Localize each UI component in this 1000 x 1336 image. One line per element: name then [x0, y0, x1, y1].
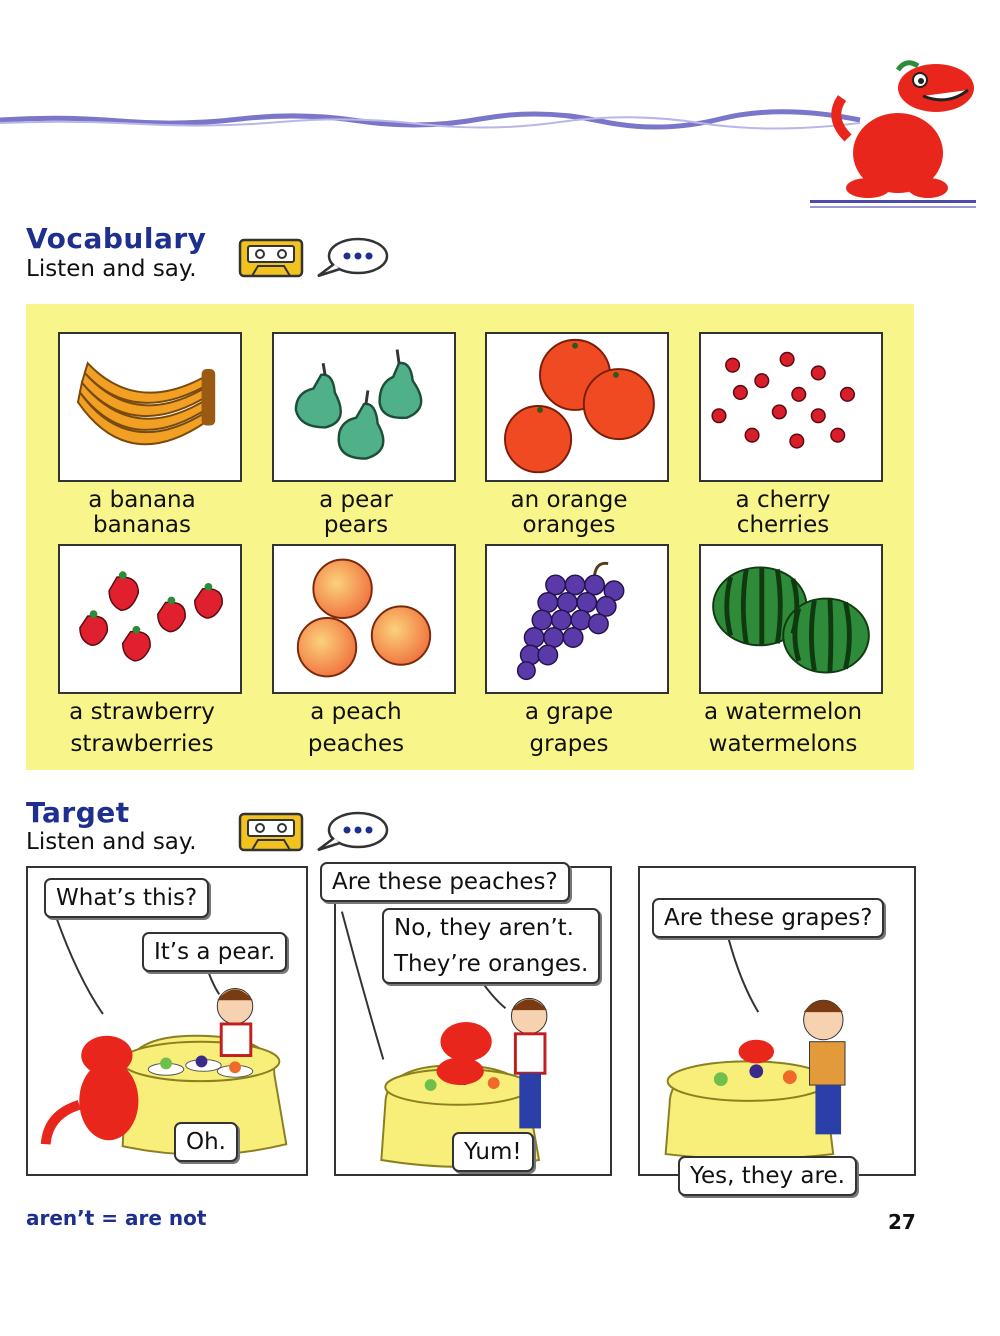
vocab-caption-peach	[249, 696, 463, 760]
speech-bubble-are-these-grapes: Are these grapes?	[652, 898, 884, 938]
vocab-caption-grape	[462, 696, 676, 760]
pear-icon	[274, 334, 454, 480]
speech-bubble-oh: Oh.	[174, 1122, 238, 1162]
vocab-singular: a peach	[310, 699, 402, 725]
vocabulary-heading: Vocabulary	[26, 222, 207, 255]
vocab-caption-pear	[249, 488, 463, 538]
grammar-footnote: aren’t = are not	[26, 1206, 207, 1230]
vocab-caption-orange	[462, 488, 676, 538]
vocab-plural: pears	[323, 512, 389, 538]
speech-bubble-its-a-pear: It’s a pear.	[142, 932, 287, 972]
cassette-icon[interactable]	[238, 238, 304, 278]
vocab-card-peach	[272, 544, 456, 694]
peach-icon	[274, 546, 454, 692]
target-heading: Target	[26, 796, 130, 829]
orange-icon	[487, 334, 667, 480]
speech-bubble-whats-this: What’s this?	[44, 878, 209, 918]
target-instruction: Listen and say.	[26, 829, 197, 855]
grape-icon	[487, 546, 667, 692]
vocab-singular: a cherry	[735, 487, 831, 513]
speech-bubble-yes-they-are: Yes, they are.	[678, 1156, 857, 1196]
vocab-caption-cherry	[676, 488, 890, 538]
bubble-line-2: They’re oranges.	[394, 951, 589, 977]
vocab-card-grape	[485, 544, 669, 694]
dragon-mascot-icon	[828, 58, 978, 208]
vocab-caption-strawberry	[35, 696, 249, 760]
vocab-singular: a banana	[88, 487, 196, 513]
vocab-singular: an orange	[510, 487, 628, 513]
vocab-caption-watermelon	[676, 696, 890, 760]
strawberry-icon	[60, 546, 240, 692]
comic-panel-1	[26, 866, 308, 1176]
vocab-card-banana	[58, 332, 242, 482]
comic-panel-3	[638, 866, 916, 1189]
speech-bubble-no-they-arent	[382, 908, 600, 984]
vocab-plural: grapes	[529, 731, 609, 757]
speech-bubble-are-these-peaches: Are these peaches?	[320, 862, 570, 902]
comic-panel-2	[334, 866, 612, 1176]
header-rule	[810, 200, 976, 203]
vocab-plural: bananas	[92, 512, 192, 538]
vocab-singular: a strawberry	[69, 699, 215, 725]
vocabulary-instruction: Listen and say.	[26, 256, 197, 282]
vocabulary-panel	[26, 304, 914, 770]
vocab-plural: oranges	[522, 512, 616, 538]
watermelon-icon	[701, 546, 881, 692]
banana-icon	[60, 334, 240, 480]
cherry-icon	[701, 334, 881, 480]
vocab-singular: a grape	[524, 699, 614, 725]
vocab-plural: peaches	[307, 731, 405, 757]
vocab-card-orange	[485, 332, 669, 482]
vocab-card-cherry	[699, 332, 883, 482]
vocab-plural: cherries	[736, 512, 830, 538]
vocab-singular: a pear	[319, 487, 393, 513]
header-rule-2	[810, 206, 976, 208]
speech-bubble-icon[interactable]	[314, 236, 390, 280]
cassette-icon-target[interactable]	[238, 812, 304, 852]
bubble-line-1: No, they aren’t.	[394, 915, 574, 941]
speech-bubble-yum: Yum!	[452, 1132, 534, 1172]
vocab-card-strawberry	[58, 544, 242, 694]
vocab-plural: watermelons	[708, 731, 858, 757]
vocab-singular: a watermelon	[703, 699, 863, 725]
vocab-plural: strawberries	[70, 731, 214, 757]
vocab-caption-banana	[35, 488, 249, 538]
vocab-card-pear	[272, 332, 456, 482]
page-number: 27	[888, 1210, 916, 1234]
vocab-card-watermelon	[699, 544, 883, 694]
speech-bubble-icon-target[interactable]	[314, 810, 390, 854]
